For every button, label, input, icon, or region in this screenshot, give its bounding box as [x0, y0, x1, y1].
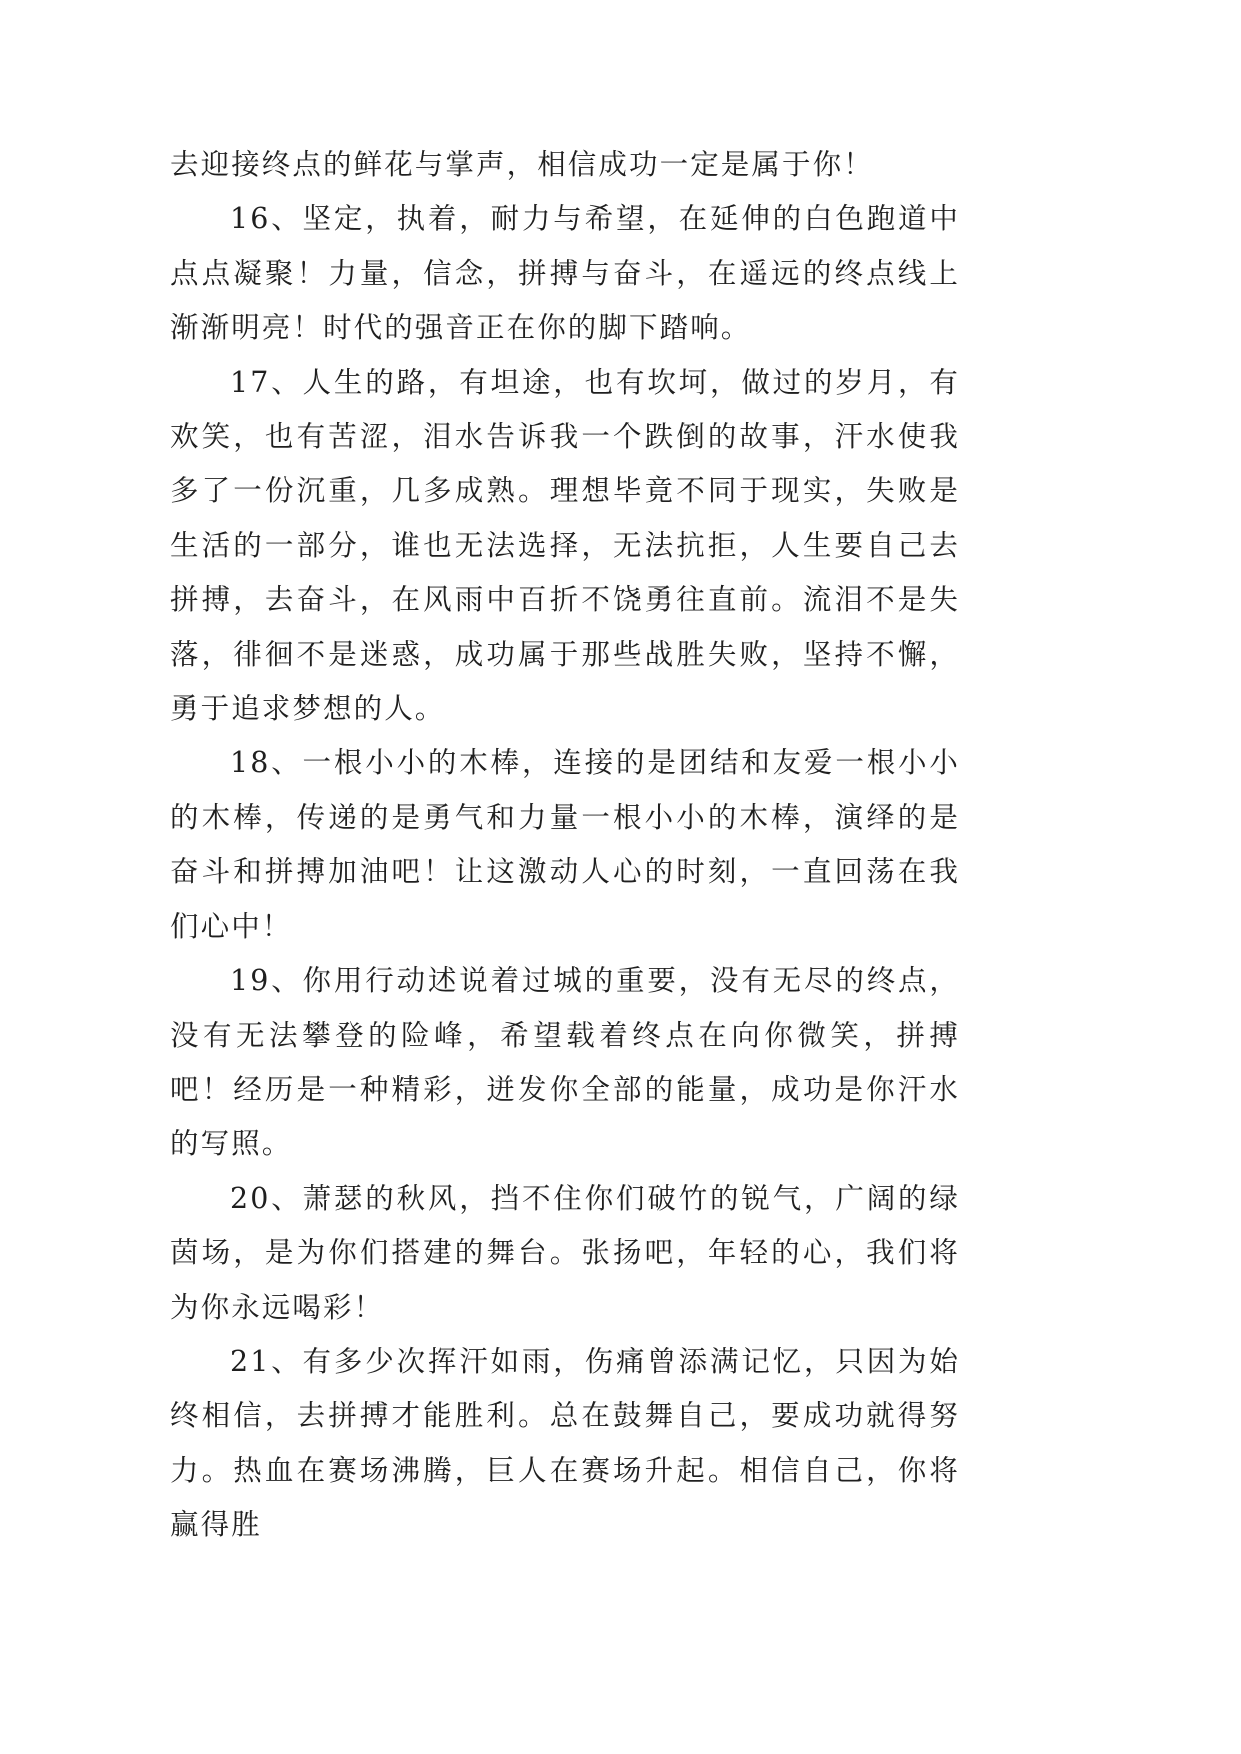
paragraph-16: 16、坚定，执着，耐力与希望，在延伸的白色跑道中点点凝聚！力量，信念，拼搏与奋斗，在遥远的终点线上渐渐明亮！时代的强音正在你的脚下踏响。 — [170, 202, 960, 345]
paragraph-20: 20、萧瑟的秋风，挡不住你们破竹的锐气，广阔的绿茵场，是为你们搭建的舞台。张扬吧，年轻的心，我们将为你永远喝彩！ — [170, 1181, 960, 1324]
paragraph-21: 21、有多少次挥汗如雨，伤痛曾添满记忆，只因为始终相信，去拼搏才能胜利。总在鼓舞自己，要成功就得努力。热血在赛场沸腾，巨人在赛场升起。相信自己，你将赢得胜 — [170, 1344, 960, 1542]
paragraph-continuation: 去迎接终点的鲜花与掌声，相信成功一定是属于你！ — [170, 148, 874, 181]
paragraph-17: 17、人生的路，有坦途，也有坎坷，做过的岁月，有欢笑，也有苦涩，泪水告诉我一个跌倒的故事，汗水使我多了一份沉重，几多成熟。理想毕竟不同于现实，失败是生活的一部分，谁也无法选择，无法抗拒，人生要自己去拼搏，去奋斗，在风雨中百折不饶勇往直前。流泪不是失落，徘徊不是迷惑，成功属于那些战胜失败，坚持不懈，勇于追求梦想的人。 — [170, 365, 960, 726]
paragraph-18: 18、一根小小的木棒，连接的是团结和友爱一根小小的木棒，传递的是勇气和力量一根小小的木棒，演绎的是奋斗和拼搏加油吧！让这激动人心的时刻，一直回荡在我们心中！ — [170, 746, 960, 943]
document-body — [170, 138, 960, 1553]
paragraph-19: 19、你用行动述说着过城的重要，没有无尽的终点，没有无法攀登的险峰，希望载着终点在向你微笑，拼搏吧！经历是一种精彩，迸发你全部的能量，成功是你汗水的写照。 — [170, 964, 960, 1161]
